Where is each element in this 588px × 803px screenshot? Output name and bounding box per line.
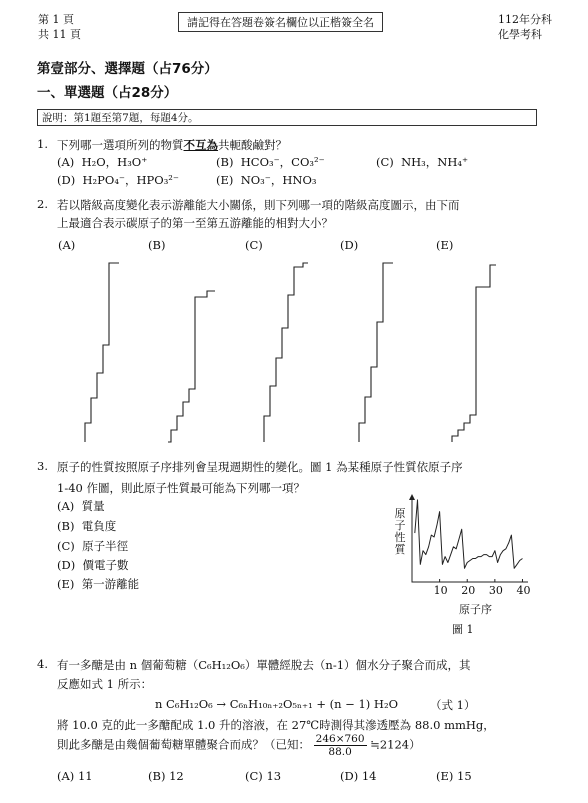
q1-option-b[interactable]: (B) HCO₃⁻，CO₃²⁻ [216,155,325,169]
q1-stem [57,137,287,153]
q2-label-d[interactable]: (D) [340,238,359,252]
q2-staircase-figures [0,255,588,455]
q1-option-a[interactable]: (A) H₂O，H₃O⁺ [57,155,148,169]
q3-line2: 1-40 作圖，則此原子性質最可能為下列哪一項？ [57,481,305,495]
q1-option-d[interactable]: (D) H₂PO₄⁻，HPO₃²⁻ [57,173,179,187]
q4-option-c[interactable]: (C) 13 [245,769,282,783]
q4-line4-a: 則此多醣是由幾個葡萄糖單體聚合而成？（已知： [57,737,310,752]
q4-fraction [314,733,367,758]
q1-option-c[interactable]: (C) NH₃，NH₄⁺ [376,155,469,169]
chart-y-arrow [409,494,415,500]
q4-fraction-denominator: 88.0 [328,746,352,758]
signature-notice: 請記得在答題卷簽名欄位以正楷簽全名 [178,12,383,32]
exam-subject: 化學考科 [498,28,542,41]
q3-number: 3. [37,459,48,473]
chart-ylabel-char: 原 [394,507,406,520]
figure-1-chart [405,490,535,590]
q2-label-e[interactable]: (E) [436,238,454,252]
q3-option-b[interactable]: (B) 電負度 [57,519,117,533]
figure-caption: 圖 1 [452,623,474,636]
exam-year: 112年分科 [498,13,552,26]
q3-option-a[interactable]: (A) 質量 [57,499,105,513]
q3-line1: 原子的性質按照原子序排列會呈現週期性的變化。圖 1 為某種原子性質依原子序 [57,460,463,474]
q1-stem-emphasis: 不互為 [183,138,218,152]
chart-ylabel-char: 質 [394,543,406,556]
section-title: 第壹部分、選擇題（占76分） [37,61,218,77]
section-instructions: 說明：第1題至第7題，每題4分。 [37,109,537,126]
q3-option-d[interactable]: (D) 價電子數 [57,558,129,572]
q4-number: 4. [37,657,48,671]
q4-option-a[interactable]: (A) 11 [57,769,93,783]
q1-stem-a: 下列哪一選項所列的物質 [57,138,184,152]
q2-line2: 上最適合表示碳原子的第一至第五游離能的相對大小？ [57,216,333,230]
q2-number: 2. [37,197,48,211]
q4-line1: 有一多醣是由 n 個葡萄糖（C₆H₁₂O₆）單體經脫去（n-1）個水分子聚合而成，其 [57,658,471,672]
q2-staircase-d [359,263,393,442]
q4-equation: n C₆H₁₂O₆ → C₆ₙH₁₀ₙ₊₂O₅ₙ₊₁ + (n − 1) H₂O [155,697,398,711]
q2-staircase-e [452,265,496,442]
q2-staircase-c [264,263,308,442]
chart-x-tick-label: 30 [488,584,503,597]
q4-fraction-numerator: 246×760 [315,733,365,745]
page-number: 第 1 頁 [38,13,74,26]
q4-option-b[interactable]: (B) 12 [148,769,184,783]
chart-series-line [415,500,523,568]
q1-stem-b: 共軛酸鹼對？ [218,138,287,152]
chart-x-tick-label: 10 [433,584,448,597]
chart-x-tick-label: 20 [461,584,476,597]
q1-number: 1. [37,137,48,151]
q3-option-c[interactable]: (C) 原子半徑 [57,539,129,553]
q4-option-e[interactable]: (E) 15 [436,769,472,783]
chart-axes [412,496,528,582]
page-total: 共 11 頁 [38,28,81,41]
q4-line3: 將 10.0 克的此一多醣配成 1.0 升的溶液，在 27℃時測得其滲透壓為 88.0 mmHg， [57,718,495,732]
chart-ylabel-char: 性 [394,531,406,544]
chart-x-tick-label: 40 [516,584,531,597]
q4-option-d[interactable]: (D) 14 [340,769,377,783]
q4-line2: 反應如式 1 所示： [57,677,153,691]
q2-staircase-b [168,291,215,442]
q4-line4 [57,733,421,758]
q2-line1: 若以階級高度變化表示游離能大小關係，則下列哪一項的階級高度圖示，由下而 [57,198,460,212]
section-subtitle: 一、單選題（占28分） [37,85,178,101]
chart-ylabel-char: 子 [394,519,406,532]
q2-staircase-a [85,263,119,442]
q2-label-b[interactable]: (B) [148,238,166,252]
q3-option-e[interactable]: (E) 第一游離能 [57,577,140,591]
chart-xlabel: 原子序 [459,603,492,616]
q1-option-e[interactable]: (E) NO₃⁻，HNO₃ [216,173,317,187]
q4-equation-label: （式 1） [430,698,476,712]
q2-label-c[interactable]: (C) [245,238,263,252]
q4-line4-b: ≒2124） [370,737,421,752]
q2-label-a[interactable]: (A) [58,238,76,252]
